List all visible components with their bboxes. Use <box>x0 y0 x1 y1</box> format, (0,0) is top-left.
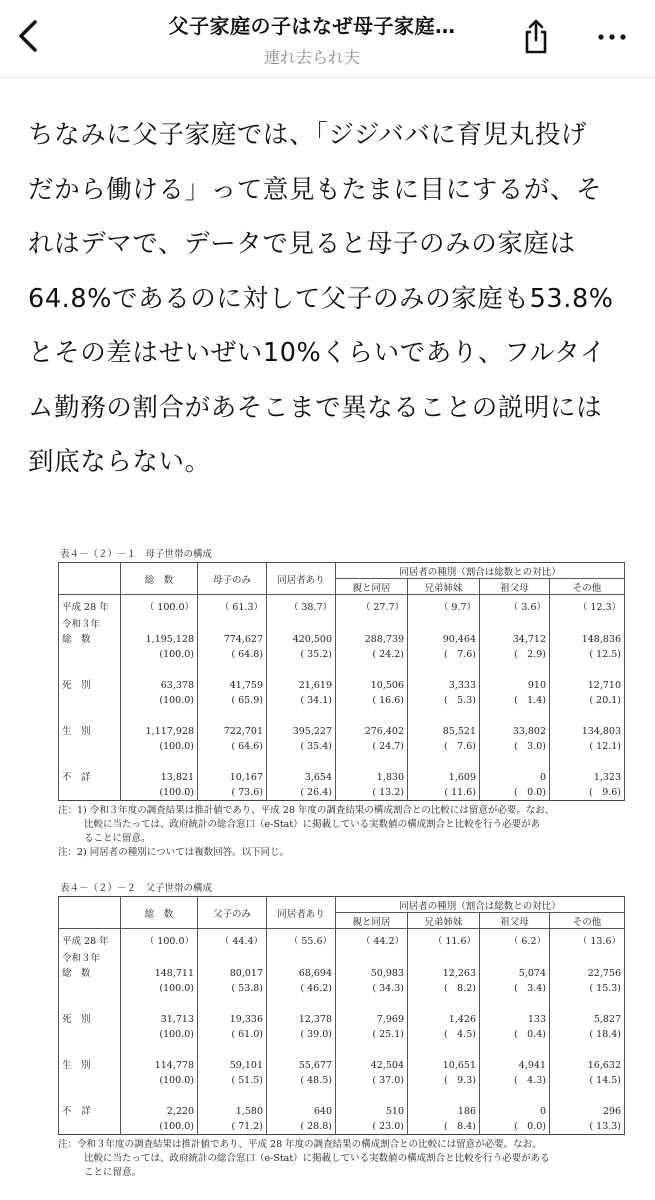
table-cell: ( 0.0) <box>480 785 550 801</box>
share-button[interactable] <box>516 14 556 58</box>
article-line: ム勤務の割合があそこまで異なることの説明には <box>28 392 603 423</box>
column-header: 同居者あり <box>267 563 336 595</box>
table-cell: 2,220 <box>121 1104 198 1119</box>
table-cell: 1,426 <box>408 1012 480 1027</box>
table-cell: 134,803 <box>550 724 625 739</box>
table-row <box>59 739 625 754</box>
data-table <box>58 896 625 1135</box>
table-cell: 80,017 <box>198 966 267 981</box>
table-title: 表４－（２）－１ 母子世帯の構成 <box>60 549 213 560</box>
table-cell: （ 38.7） <box>267 595 336 617</box>
table-cell: ( 15.3) <box>550 981 625 996</box>
table-cell: ( 0.0) <box>480 1119 550 1135</box>
table-cell: （ 11.6） <box>408 929 480 951</box>
table-cell: (100.0) <box>121 739 198 754</box>
table-cell: 0 <box>480 770 550 785</box>
table-row <box>59 1119 625 1135</box>
table-cell: （ 3.6） <box>480 595 550 617</box>
table-cell: ( 37.0) <box>336 1073 408 1088</box>
table-cell: 55,677 <box>267 1058 336 1073</box>
table-cell: ( 7.6) <box>408 739 480 754</box>
table-cell: 0 <box>480 1104 550 1119</box>
column-header: 祖父母 <box>480 579 550 595</box>
table-cell: 420,500 <box>267 632 336 647</box>
table-cell: 68,694 <box>267 966 336 981</box>
table-cell: ( 13.2) <box>336 785 408 801</box>
table-row <box>59 951 625 966</box>
table-cell: 1,195,128 <box>121 632 198 647</box>
corner-cell <box>59 897 121 929</box>
table-notes <box>58 801 624 860</box>
table-cell: 114,778 <box>121 1058 198 1073</box>
table-cell: 288,739 <box>336 632 408 647</box>
table-cell: ( 34.1) <box>267 693 336 708</box>
table-cell: 19,336 <box>198 1012 267 1027</box>
table-row <box>59 966 625 981</box>
table-cell: ( 61.0) <box>198 1027 267 1042</box>
table-cell: ( 1.4) <box>480 693 550 708</box>
table-cell: ( 24.7) <box>336 739 408 754</box>
table-cell: 13,821 <box>121 770 198 785</box>
table-cell: 5,074 <box>480 966 550 981</box>
table-cell: 12,263 <box>408 966 480 981</box>
table-cell: 276,402 <box>336 724 408 739</box>
table-cell: 1,117,928 <box>121 724 198 739</box>
more-horizontal-icon <box>597 33 627 41</box>
table-cell: ( 35.2) <box>267 647 336 662</box>
table-cell: 1,323 <box>550 770 625 785</box>
row-label: 不 詳 <box>59 1104 121 1119</box>
article-line: ちなみに父子家庭では、「ジジババに育児丸投げ <box>28 120 588 150</box>
table-cell: 296 <box>550 1104 625 1119</box>
table-cell: 10,506 <box>336 678 408 693</box>
column-header: 総 数 <box>121 563 198 595</box>
table-cell: 4,941 <box>480 1058 550 1073</box>
table-cell: 16,632 <box>550 1058 625 1073</box>
table-cell: 133 <box>480 1012 550 1027</box>
table-mother-child-households <box>58 548 624 860</box>
table-cell: ( 3.4) <box>480 981 550 996</box>
top-bar <box>0 0 655 78</box>
table-cell: ( 20.1) <box>550 693 625 708</box>
table-cell: ( 39.0) <box>267 1027 336 1042</box>
table-cell: ( 3.0) <box>480 739 550 754</box>
table-cell: 10,167 <box>198 770 267 785</box>
note-line: 注：令和３年度の調査結果は推計値であり、平成 28 年度の調査結果の構成割合との比較には留意が必要。なお、 <box>58 1138 542 1150</box>
table-row <box>59 693 625 708</box>
author-name: 連れ去られ夫 <box>263 48 360 67</box>
table-cell: （ 55.6） <box>267 929 336 951</box>
note-line: ことに留意。 <box>84 1166 142 1178</box>
article-line: 到底ならない。 <box>28 447 211 477</box>
table-cell: ( 9.6) <box>550 785 625 801</box>
table-row <box>59 770 625 785</box>
page-title: 父子家庭の子はなぜ母子家庭… <box>168 14 456 38</box>
table-cell: (100.0) <box>121 1119 198 1135</box>
table-cell: ( 8.4) <box>408 1119 480 1135</box>
group-header: 同居者の種別（割合は総数との対比） <box>336 897 625 913</box>
table-cell: ( 8.2) <box>408 981 480 996</box>
column-header: 総 数 <box>121 897 198 929</box>
table-cell: 12,710 <box>550 678 625 693</box>
article-line: れはデマで、データで見ると母子のみの家庭は <box>28 229 576 259</box>
group-header: 同居者の種別（割合は総数との対比） <box>336 563 625 579</box>
table-cell: 41,759 <box>198 678 267 693</box>
table-row <box>59 1027 625 1042</box>
table-cell: （ 9.7） <box>408 595 480 617</box>
table-cell: （ 27.7） <box>336 595 408 617</box>
table-cell: 1,609 <box>408 770 480 785</box>
table-cell: ( 53.8) <box>198 981 267 996</box>
table-cell: (100.0) <box>121 647 198 662</box>
table-cell: 50,983 <box>336 966 408 981</box>
table-cell: ( 48.5) <box>267 1073 336 1088</box>
note-line: 比較に当たっては、政府統計の総合窓口（e-Stat）に掲載している実数値の構成割合と比較を行う必要がある <box>84 1152 550 1164</box>
column-header: 親と同居 <box>336 579 408 595</box>
table-cell: ( 24.2) <box>336 647 408 662</box>
table-cell: ( 2.9) <box>480 647 550 662</box>
row-label: 令和３年 <box>59 617 121 632</box>
table-cell: ( 7.6) <box>408 647 480 662</box>
row-label: 平成 28 年 <box>59 595 121 617</box>
article-line: とその差はせいぜい10%くらいであり、フルタイ <box>28 338 606 368</box>
table-cell: 90,464 <box>408 632 480 647</box>
article-line: だから働ける」って意見もたまに目にするが、そ <box>28 174 603 205</box>
table-cell: 31,713 <box>121 1012 198 1027</box>
table-row <box>59 929 625 951</box>
table-cell: 85,521 <box>408 724 480 739</box>
table-cell: ( 9.3) <box>408 1073 480 1088</box>
table-cell: 3,333 <box>408 678 480 693</box>
table-cell: ( 4.5) <box>408 1027 480 1042</box>
table-row <box>59 1012 625 1027</box>
table-row <box>59 632 625 647</box>
table-cell: ( 11.6) <box>408 785 480 801</box>
column-header: 祖父母 <box>480 913 550 929</box>
share-icon <box>521 17 551 55</box>
table-cell: 1,830 <box>336 770 408 785</box>
table-cell: ( 4.3) <box>480 1073 550 1088</box>
table-cell: （ 12.3） <box>550 595 625 617</box>
table-cell: ( 18.4) <box>550 1027 625 1042</box>
table-cell: 33,802 <box>480 724 550 739</box>
table-cell: 34,712 <box>480 632 550 647</box>
table-cell: ( 12.1) <box>550 739 625 754</box>
column-header: 母子のみ <box>198 563 267 595</box>
table-cell: ( 26.4) <box>267 785 336 801</box>
table-cell: 640 <box>267 1104 336 1119</box>
table-cell: ( 13.3) <box>550 1119 625 1135</box>
table-cell: ( 12.5) <box>550 647 625 662</box>
table-cell: ( 35.4) <box>267 739 336 754</box>
chevron-left-icon <box>17 19 39 53</box>
table-cell: 5,827 <box>550 1012 625 1027</box>
table-cell: ( 25.1) <box>336 1027 408 1042</box>
table-cell: 21,619 <box>267 678 336 693</box>
table-cell: 63,378 <box>121 678 198 693</box>
table-cell: 510 <box>336 1104 408 1119</box>
table-cell: （ 100.0） <box>121 595 198 617</box>
table-cell: 148,711 <box>121 966 198 981</box>
table-cell: ( 14.5) <box>550 1073 625 1088</box>
table-cell: 1,580 <box>198 1104 267 1119</box>
row-label: 平成 28 年 <box>59 929 121 951</box>
row-label: 生 別 <box>59 1058 121 1073</box>
title-area <box>92 10 532 68</box>
table-cell: ( 0.4) <box>480 1027 550 1042</box>
table-cell: (100.0) <box>121 981 198 996</box>
row-label: 死 別 <box>59 678 121 693</box>
row-label: 生 別 <box>59 724 121 739</box>
table-cell: ( 64.8) <box>198 647 267 662</box>
table-cell: （ 44.4） <box>198 929 267 951</box>
row-label: 死 別 <box>59 1012 121 1027</box>
table-cell: 774,627 <box>198 632 267 647</box>
table-row <box>59 724 625 739</box>
more-button[interactable] <box>592 22 632 52</box>
table-cell: (100.0) <box>121 1027 198 1042</box>
column-header: 兄弟姉妹 <box>408 913 480 929</box>
row-label: 総 数 <box>59 632 121 647</box>
table-cell: 10,651 <box>408 1058 480 1073</box>
table-cell: ( 73.6) <box>198 785 267 801</box>
table-cell: (100.0) <box>121 785 198 801</box>
table-cell: 22,756 <box>550 966 625 981</box>
table-cell: ( 23.0) <box>336 1119 408 1135</box>
column-header: 父子のみ <box>198 897 267 929</box>
table-row <box>59 785 625 801</box>
table-cell: ( 71.2) <box>198 1119 267 1135</box>
column-header: 親と同居 <box>336 913 408 929</box>
table-cell: (100.0) <box>121 693 198 708</box>
table-row <box>59 1073 625 1088</box>
table-row <box>59 647 625 662</box>
column-header: 兄弟姉妹 <box>408 579 480 595</box>
table-cell: ( 64.6) <box>198 739 267 754</box>
table-cell: 59,101 <box>198 1058 267 1073</box>
table-cell: ( 65.9) <box>198 693 267 708</box>
table-father-child-households <box>58 882 624 1180</box>
note-line: 注：1) 令和３年度の調査結果は推計値であり、平成 28 年度の調査結果の構成割合との比較には留意が必要。なお、 <box>58 804 555 816</box>
table-row <box>59 678 625 693</box>
table-cell: ( 34.3) <box>336 981 408 996</box>
note-line: 比較に当たっては、政府統計の総合窓口（e-Stat）に掲載している実数値の構成割合と比較を行う必要があ <box>84 818 541 830</box>
corner-cell <box>59 563 121 595</box>
column-header: その他 <box>550 579 625 595</box>
table-cell: 12,378 <box>267 1012 336 1027</box>
column-header: 同居者あり <box>267 897 336 929</box>
table-cell: 722,701 <box>198 724 267 739</box>
note-line: ることに留意。 <box>84 832 151 844</box>
table-title: 表４－（２）－２ 父子世帯の構成 <box>60 883 213 894</box>
table-cell: 3,654 <box>267 770 336 785</box>
table-cell: (100.0) <box>121 1073 198 1088</box>
row-label: 不 詳 <box>59 770 121 785</box>
column-header: その他 <box>550 913 625 929</box>
table-row <box>59 1058 625 1073</box>
table-cell: 148,836 <box>550 632 625 647</box>
table-cell: 186 <box>408 1104 480 1119</box>
table-cell: ( 5.3) <box>408 693 480 708</box>
table-cell: （ 6.2） <box>480 929 550 951</box>
table-cell: （ 100.0） <box>121 929 198 951</box>
table-cell: 7,969 <box>336 1012 408 1027</box>
table-cell: ( 28.8) <box>267 1119 336 1135</box>
table-cell: 42,504 <box>336 1058 408 1073</box>
table-row <box>59 595 625 617</box>
data-table <box>58 562 625 801</box>
table-row <box>59 981 625 996</box>
table-cell: 910 <box>480 678 550 693</box>
table-cell: （ 61.3） <box>198 595 267 617</box>
table-cell: （ 13.6） <box>550 929 625 951</box>
table-cell: ( 16.6) <box>336 693 408 708</box>
table-cell: （ 44.2） <box>336 929 408 951</box>
article-body <box>28 108 638 490</box>
table-cell: ( 46.2) <box>267 981 336 996</box>
table-cell: ( 51.5) <box>198 1073 267 1088</box>
row-label: 総 数 <box>59 966 121 981</box>
table-notes <box>58 1135 624 1180</box>
article-line: 64.8%であるのに対して父子のみの家庭も53.8% <box>28 283 614 314</box>
table-row <box>59 617 625 632</box>
note-line: 注：2) 同居者の種別については複数回答。以下同じ。 <box>58 846 290 858</box>
back-button[interactable] <box>8 16 48 56</box>
row-label: 令和３年 <box>59 951 121 966</box>
table-row <box>59 1104 625 1119</box>
table-cell: 395,227 <box>267 724 336 739</box>
